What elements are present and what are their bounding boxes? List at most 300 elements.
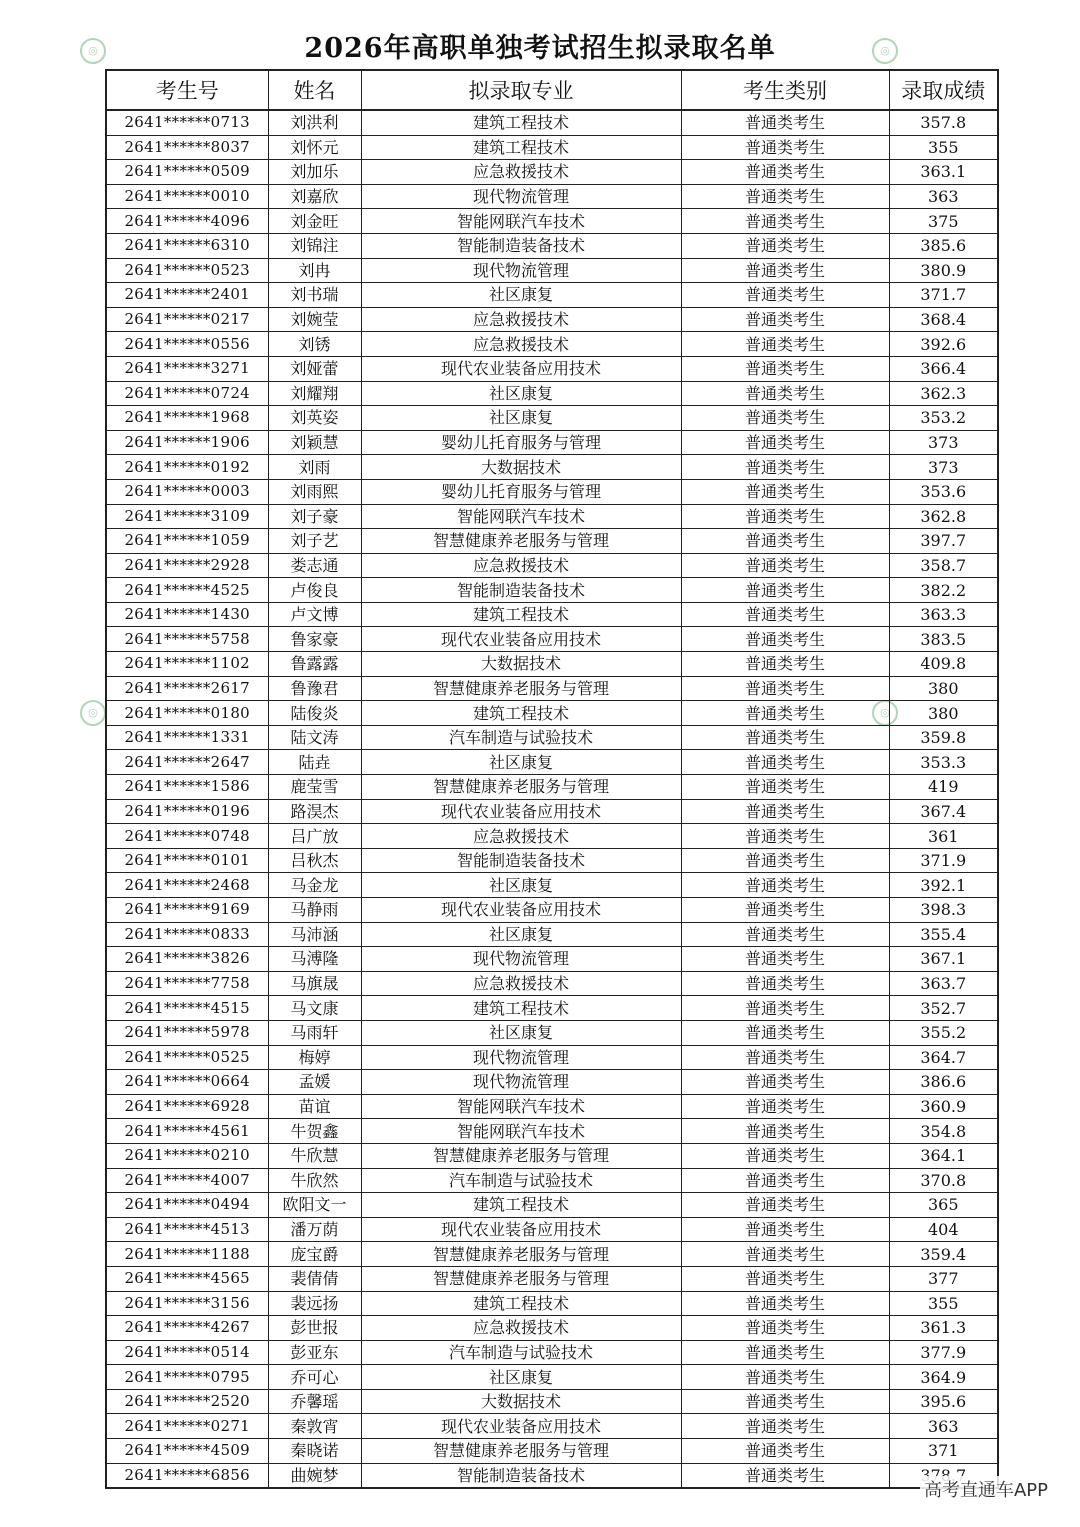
major-cell: 智能制造装备技术 <box>361 578 681 603</box>
score-cell: 398.3 <box>889 898 998 923</box>
major-cell: 现代农业装备应用技术 <box>361 1217 681 1242</box>
exam-id-cell: 2641******4561 <box>106 1119 268 1144</box>
score-cell: 355.4 <box>889 922 998 947</box>
score-cell: 373 <box>889 455 998 480</box>
category-cell: 普通类考生 <box>681 848 889 873</box>
exam-id-cell: 2641******3156 <box>106 1291 268 1316</box>
major-cell: 应急救援技术 <box>361 160 681 185</box>
exam-id-cell: 2641******0509 <box>106 160 268 185</box>
name-cell: 刘锦注 <box>268 233 361 258</box>
name-cell: 卢俊良 <box>268 578 361 603</box>
category-cell: 普通类考生 <box>681 1168 889 1193</box>
major-cell: 现代农业装备应用技术 <box>361 1414 681 1439</box>
name-cell: 马雨轩 <box>268 1020 361 1045</box>
name-cell: 鲁家豪 <box>268 627 361 652</box>
exam-id-cell: 2641******1188 <box>106 1242 268 1267</box>
exam-id-cell: 2641******9169 <box>106 898 268 923</box>
name-cell: 刘子豪 <box>268 504 361 529</box>
name-cell: 陆垚 <box>268 750 361 775</box>
name-cell: 陆文涛 <box>268 725 361 750</box>
score-cell: 368.4 <box>889 307 998 332</box>
score-cell: 371 <box>889 1439 998 1464</box>
name-cell: 乔馨瑶 <box>268 1389 361 1414</box>
table-row <box>106 676 998 701</box>
exam-id-cell: 2641******2928 <box>106 553 268 578</box>
major-cell: 大数据技术 <box>361 1389 681 1414</box>
column-header-score: 录取成绩 <box>889 70 998 110</box>
exam-id-cell: 2641******0010 <box>106 184 268 209</box>
table-row <box>106 455 998 480</box>
table-row <box>106 1340 998 1365</box>
score-cell: 364.7 <box>889 1045 998 1070</box>
major-cell: 大数据技术 <box>361 455 681 480</box>
table-row <box>106 135 998 160</box>
table-row <box>106 1389 998 1414</box>
major-cell: 社区康复 <box>361 406 681 431</box>
table-body <box>106 110 998 1488</box>
exam-id-cell: 2641******0525 <box>106 1045 268 1070</box>
category-cell: 普通类考生 <box>681 529 889 554</box>
major-cell: 建筑工程技术 <box>361 701 681 726</box>
admission-table <box>105 69 999 1489</box>
category-cell: 普通类考生 <box>681 1316 889 1341</box>
table-row <box>106 233 998 258</box>
major-cell: 汽车制造与试验技术 <box>361 1340 681 1365</box>
score-cell: 353.2 <box>889 406 998 431</box>
name-cell: 陆俊炎 <box>268 701 361 726</box>
major-cell: 汽车制造与试验技术 <box>361 725 681 750</box>
major-cell: 社区康复 <box>361 1365 681 1390</box>
table-row <box>106 1439 998 1464</box>
score-cell: 357.8 <box>889 110 998 135</box>
exam-id-cell: 2641******0217 <box>106 307 268 332</box>
score-cell: 377.9 <box>889 1340 998 1365</box>
category-cell: 普通类考生 <box>681 578 889 603</box>
category-cell: 普通类考生 <box>681 553 889 578</box>
score-cell: 353.3 <box>889 750 998 775</box>
category-cell: 普通类考生 <box>681 701 889 726</box>
score-cell: 359.8 <box>889 725 998 750</box>
table-row <box>106 750 998 775</box>
score-cell: 367.4 <box>889 799 998 824</box>
exam-id-cell: 2641******5978 <box>106 1020 268 1045</box>
score-cell: 355.2 <box>889 1020 998 1045</box>
name-cell: 孟媛 <box>268 1070 361 1095</box>
major-cell: 社区康复 <box>361 283 681 308</box>
major-cell: 现代农业装备应用技术 <box>361 898 681 923</box>
name-cell: 刘嘉欣 <box>268 184 361 209</box>
exam-id-cell: 2641******1059 <box>106 529 268 554</box>
name-cell: 秦晓诺 <box>268 1439 361 1464</box>
column-header-name: 姓名 <box>268 70 361 110</box>
name-cell: 刘书瑞 <box>268 283 361 308</box>
exam-id-cell: 2641******0180 <box>106 701 268 726</box>
exam-id-cell: 2641******1430 <box>106 602 268 627</box>
column-header-exam-id: 考生号 <box>106 70 268 110</box>
name-cell: 秦敦宵 <box>268 1414 361 1439</box>
table-row <box>106 406 998 431</box>
column-header-major: 拟录取专业 <box>361 70 681 110</box>
score-cell: 361 <box>889 824 998 849</box>
score-cell: 355 <box>889 1291 998 1316</box>
category-cell: 普通类考生 <box>681 1242 889 1267</box>
exam-id-cell: 2641******7758 <box>106 971 268 996</box>
exam-id-cell: 2641******3109 <box>106 504 268 529</box>
category-cell: 普通类考生 <box>681 307 889 332</box>
exam-id-cell: 2641******0748 <box>106 824 268 849</box>
category-cell: 普通类考生 <box>681 725 889 750</box>
category-cell: 普通类考生 <box>681 996 889 1021</box>
table-row <box>106 1463 998 1488</box>
exam-id-cell: 2641******0210 <box>106 1143 268 1168</box>
name-cell: 马旗晟 <box>268 971 361 996</box>
major-cell: 应急救援技术 <box>361 307 681 332</box>
category-cell: 普通类考生 <box>681 824 889 849</box>
name-cell: 鹿莹雪 <box>268 775 361 800</box>
exam-id-cell: 2641******6310 <box>106 233 268 258</box>
exam-id-cell: 2641******1586 <box>106 775 268 800</box>
name-cell: 刘加乐 <box>268 160 361 185</box>
major-cell: 应急救援技术 <box>361 332 681 357</box>
name-cell: 刘颖慧 <box>268 430 361 455</box>
name-cell: 牛贺鑫 <box>268 1119 361 1144</box>
name-cell: 刘英姿 <box>268 406 361 431</box>
table-row <box>106 381 998 406</box>
category-cell: 普通类考生 <box>681 1291 889 1316</box>
category-cell: 普通类考生 <box>681 1365 889 1390</box>
major-cell: 智慧健康养老服务与管理 <box>361 775 681 800</box>
category-cell: 普通类考生 <box>681 1045 889 1070</box>
category-cell: 普通类考生 <box>681 381 889 406</box>
footer-source-label: 高考直通车APP <box>920 1476 1052 1502</box>
score-cell: 364.1 <box>889 1143 998 1168</box>
major-cell: 智慧健康养老服务与管理 <box>361 1242 681 1267</box>
category-cell: 普通类考生 <box>681 873 889 898</box>
category-cell: 普通类考生 <box>681 1094 889 1119</box>
page-title: 2026年高职单独考试招生拟录取名单 <box>304 33 776 64</box>
name-cell: 刘锈 <box>268 332 361 357</box>
score-cell: 362.3 <box>889 381 998 406</box>
exam-id-cell: 2641******0795 <box>106 1365 268 1390</box>
exam-id-cell: 2641******5758 <box>106 627 268 652</box>
name-cell: 梅婷 <box>268 1045 361 1070</box>
major-cell: 社区康复 <box>361 873 681 898</box>
watermark-logo-icon: ◎ <box>872 700 898 726</box>
category-cell: 普通类考生 <box>681 676 889 701</box>
major-cell: 社区康复 <box>361 381 681 406</box>
name-cell: 吕秋杰 <box>268 848 361 873</box>
exam-id-cell: 2641******2520 <box>106 1389 268 1414</box>
score-cell: 386.6 <box>889 1070 998 1095</box>
major-cell: 现代物流管理 <box>361 1045 681 1070</box>
exam-id-cell: 2641******2468 <box>106 873 268 898</box>
table-row <box>106 652 998 677</box>
name-cell: 刘子艺 <box>268 529 361 554</box>
score-cell: 367.1 <box>889 947 998 972</box>
exam-id-cell: 2641******0664 <box>106 1070 268 1095</box>
name-cell: 刘雨 <box>268 455 361 480</box>
exam-id-cell: 2641******4565 <box>106 1266 268 1291</box>
name-cell: 卢文博 <box>268 602 361 627</box>
major-cell: 建筑工程技术 <box>361 1291 681 1316</box>
major-cell: 智慧健康养老服务与管理 <box>361 1266 681 1291</box>
category-cell: 普通类考生 <box>681 652 889 677</box>
table-row <box>106 1316 998 1341</box>
score-cell: 370.8 <box>889 1168 998 1193</box>
table-row <box>106 824 998 849</box>
category-cell: 普通类考生 <box>681 602 889 627</box>
name-cell: 庞宝爵 <box>268 1242 361 1267</box>
table-row <box>106 258 998 283</box>
score-cell: 395.6 <box>889 1389 998 1414</box>
score-cell: 380 <box>889 676 998 701</box>
name-cell: 刘婉莹 <box>268 307 361 332</box>
exam-id-cell: 2641******0523 <box>106 258 268 283</box>
score-cell: 377 <box>889 1266 998 1291</box>
table-header-row <box>106 70 998 110</box>
name-cell: 苗谊 <box>268 1094 361 1119</box>
major-cell: 建筑工程技术 <box>361 996 681 1021</box>
name-cell: 娄志通 <box>268 553 361 578</box>
name-cell: 吕广放 <box>268 824 361 849</box>
category-cell: 普通类考生 <box>681 1439 889 1464</box>
score-cell: 380 <box>889 701 998 726</box>
major-cell: 智能制造装备技术 <box>361 848 681 873</box>
name-cell: 裴远扬 <box>268 1291 361 1316</box>
exam-id-cell: 2641******0192 <box>106 455 268 480</box>
exam-id-cell: 2641******1102 <box>106 652 268 677</box>
table-row <box>106 848 998 873</box>
score-cell: 363.1 <box>889 160 998 185</box>
table-row <box>106 1291 998 1316</box>
major-cell: 婴幼儿托育服务与管理 <box>361 430 681 455</box>
table-row <box>106 602 998 627</box>
exam-id-cell: 2641******0724 <box>106 381 268 406</box>
name-cell: 刘怀元 <box>268 135 361 160</box>
exam-id-cell: 2641******0494 <box>106 1193 268 1218</box>
score-cell: 362.8 <box>889 504 998 529</box>
exam-id-cell: 2641******2647 <box>106 750 268 775</box>
table-row <box>106 307 998 332</box>
score-cell: 364.9 <box>889 1365 998 1390</box>
major-cell: 大数据技术 <box>361 652 681 677</box>
major-cell: 建筑工程技术 <box>361 1193 681 1218</box>
name-cell: 路淏杰 <box>268 799 361 824</box>
major-cell: 智慧健康养老服务与管理 <box>361 676 681 701</box>
score-cell: 409.8 <box>889 652 998 677</box>
category-cell: 普通类考生 <box>681 455 889 480</box>
name-cell: 欧阳文一 <box>268 1193 361 1218</box>
watermark-logo-icon: ◎ <box>80 38 106 64</box>
category-cell: 普通类考生 <box>681 922 889 947</box>
score-cell: 383.5 <box>889 627 998 652</box>
name-cell: 彭世报 <box>268 1316 361 1341</box>
table-row <box>106 1143 998 1168</box>
table-row <box>106 504 998 529</box>
score-cell: 392.1 <box>889 873 998 898</box>
category-cell: 普通类考生 <box>681 775 889 800</box>
exam-id-cell: 2641******6856 <box>106 1463 268 1488</box>
major-cell: 应急救援技术 <box>361 553 681 578</box>
score-cell: 363.7 <box>889 971 998 996</box>
name-cell: 马静雨 <box>268 898 361 923</box>
table-row <box>106 1168 998 1193</box>
exam-id-cell: 2641******0713 <box>106 110 268 135</box>
category-cell: 普通类考生 <box>681 184 889 209</box>
score-cell: 404 <box>889 1217 998 1242</box>
name-cell: 刘娅蕾 <box>268 356 361 381</box>
table-row <box>106 1217 998 1242</box>
major-cell: 婴幼儿托育服务与管理 <box>361 479 681 504</box>
exam-id-cell: 2641******0556 <box>106 332 268 357</box>
score-cell: 352.7 <box>889 996 998 1021</box>
major-cell: 智能网联汽车技术 <box>361 1094 681 1119</box>
table-row <box>106 947 998 972</box>
major-cell: 智能网联汽车技术 <box>361 504 681 529</box>
exam-id-cell: 2641******0003 <box>106 479 268 504</box>
table-row <box>106 1094 998 1119</box>
major-cell: 应急救援技术 <box>361 1316 681 1341</box>
exam-id-cell: 2641******0271 <box>106 1414 268 1439</box>
name-cell: 彭亚东 <box>268 1340 361 1365</box>
major-cell: 建筑工程技术 <box>361 110 681 135</box>
category-cell: 普通类考生 <box>681 1266 889 1291</box>
exam-id-cell: 2641******4513 <box>106 1217 268 1242</box>
score-cell: 419 <box>889 775 998 800</box>
table-row <box>106 922 998 947</box>
category-cell: 普通类考生 <box>681 406 889 431</box>
exam-id-cell: 2641******1968 <box>106 406 268 431</box>
major-cell: 智能制造装备技术 <box>361 233 681 258</box>
major-cell: 社区康复 <box>361 750 681 775</box>
exam-id-cell: 2641******0196 <box>106 799 268 824</box>
score-cell: 355 <box>889 135 998 160</box>
category-cell: 普通类考生 <box>681 479 889 504</box>
category-cell: 普通类考生 <box>681 898 889 923</box>
name-cell: 乔可心 <box>268 1365 361 1390</box>
score-cell: 373 <box>889 430 998 455</box>
major-cell: 社区康复 <box>361 1020 681 1045</box>
category-cell: 普通类考生 <box>681 209 889 234</box>
name-cell: 牛欣慧 <box>268 1143 361 1168</box>
category-cell: 普通类考生 <box>681 233 889 258</box>
exam-id-cell: 2641******2617 <box>106 676 268 701</box>
exam-id-cell: 2641******0514 <box>106 1340 268 1365</box>
table-row <box>106 1242 998 1267</box>
exam-id-cell: 2641******4525 <box>106 578 268 603</box>
table-row <box>106 627 998 652</box>
exam-id-cell: 2641******3826 <box>106 947 268 972</box>
score-cell: 380.9 <box>889 258 998 283</box>
major-cell: 智慧健康养老服务与管理 <box>361 1439 681 1464</box>
score-cell: 363.3 <box>889 602 998 627</box>
major-cell: 现代物流管理 <box>361 258 681 283</box>
category-cell: 普通类考生 <box>681 1193 889 1218</box>
major-cell: 智慧健康养老服务与管理 <box>361 1143 681 1168</box>
major-cell: 智能网联汽车技术 <box>361 209 681 234</box>
name-cell: 曲婉梦 <box>268 1463 361 1488</box>
table-row <box>106 1119 998 1144</box>
exam-id-cell: 2641******3271 <box>106 356 268 381</box>
major-cell: 现代农业装备应用技术 <box>361 356 681 381</box>
score-cell: 371.7 <box>889 283 998 308</box>
table-row <box>106 701 998 726</box>
name-cell: 鲁露露 <box>268 652 361 677</box>
name-cell: 马溥隆 <box>268 947 361 972</box>
exam-id-cell: 2641******6928 <box>106 1094 268 1119</box>
table-row <box>106 283 998 308</box>
score-cell: 360.9 <box>889 1094 998 1119</box>
major-cell: 智能制造装备技术 <box>361 1463 681 1488</box>
table-row <box>106 553 998 578</box>
table-row <box>106 1020 998 1045</box>
major-cell: 应急救援技术 <box>361 824 681 849</box>
name-cell: 刘雨熙 <box>268 479 361 504</box>
table-row <box>106 529 998 554</box>
table-row <box>106 332 998 357</box>
name-cell: 刘洪利 <box>268 110 361 135</box>
category-cell: 普通类考生 <box>681 504 889 529</box>
name-cell: 刘耀翔 <box>268 381 361 406</box>
exam-id-cell: 2641******1331 <box>106 725 268 750</box>
major-cell: 汽车制造与试验技术 <box>361 1168 681 1193</box>
table-row <box>106 1070 998 1095</box>
table-row <box>106 479 998 504</box>
name-cell: 潘万荫 <box>268 1217 361 1242</box>
category-cell: 普通类考生 <box>681 258 889 283</box>
exam-id-cell: 2641******4007 <box>106 1168 268 1193</box>
major-cell: 智慧健康养老服务与管理 <box>361 529 681 554</box>
table-row <box>106 725 998 750</box>
score-cell: 366.4 <box>889 356 998 381</box>
score-cell: 363 <box>889 184 998 209</box>
exam-id-cell: 2641******8037 <box>106 135 268 160</box>
exam-id-cell: 2641******4515 <box>106 996 268 1021</box>
score-cell: 363 <box>889 1414 998 1439</box>
category-cell: 普通类考生 <box>681 1217 889 1242</box>
exam-id-cell: 2641******2401 <box>106 283 268 308</box>
score-cell: 361.3 <box>889 1316 998 1341</box>
major-cell: 智能网联汽车技术 <box>361 1119 681 1144</box>
table-row <box>106 356 998 381</box>
major-cell: 建筑工程技术 <box>361 602 681 627</box>
major-cell: 现代物流管理 <box>361 1070 681 1095</box>
category-cell: 普通类考生 <box>681 160 889 185</box>
category-cell: 普通类考生 <box>681 1020 889 1045</box>
watermark-logo-icon: ◎ <box>872 38 898 64</box>
score-cell: 397.7 <box>889 529 998 554</box>
exam-id-cell: 2641******4267 <box>106 1316 268 1341</box>
score-cell: 358.7 <box>889 553 998 578</box>
name-cell: 马文康 <box>268 996 361 1021</box>
category-cell: 普通类考生 <box>681 135 889 160</box>
category-cell: 普通类考生 <box>681 1414 889 1439</box>
name-cell: 刘金旺 <box>268 209 361 234</box>
table-row <box>106 1193 998 1218</box>
name-cell: 马金龙 <box>268 873 361 898</box>
exam-id-cell: 2641******0833 <box>106 922 268 947</box>
exam-id-cell: 2641******4509 <box>106 1439 268 1464</box>
major-cell: 现代物流管理 <box>361 184 681 209</box>
category-cell: 普通类考生 <box>681 1463 889 1488</box>
category-cell: 普通类考生 <box>681 110 889 135</box>
major-cell: 社区康复 <box>361 922 681 947</box>
category-cell: 普通类考生 <box>681 356 889 381</box>
category-cell: 普通类考生 <box>681 947 889 972</box>
category-cell: 普通类考生 <box>681 1143 889 1168</box>
major-cell: 现代物流管理 <box>361 947 681 972</box>
major-cell: 现代农业装备应用技术 <box>361 627 681 652</box>
